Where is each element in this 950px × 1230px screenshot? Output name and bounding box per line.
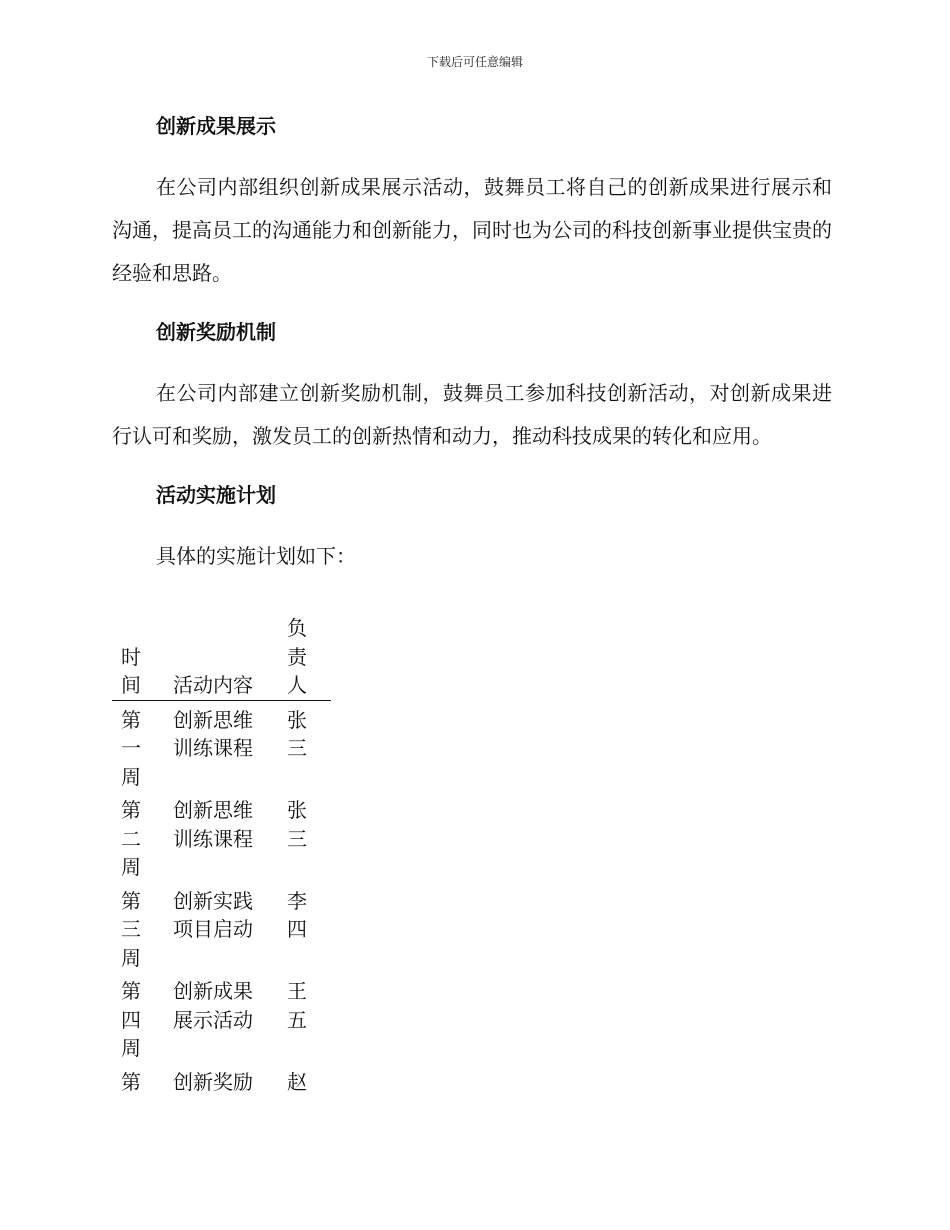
cell-time: 第二周 <box>121 798 141 879</box>
cell-owner: 赵 <box>287 1069 307 1094</box>
table-row <box>112 700 331 796</box>
implementation-plan-table <box>112 614 331 1101</box>
column-header-activity: 活动内容 <box>173 673 253 697</box>
section-paragraph-implementation-plan: 具体的实施计划如下： <box>156 544 356 568</box>
document-body <box>112 110 832 578</box>
table-row <box>112 1068 331 1102</box>
cell-time: 第 <box>121 1069 141 1094</box>
section-heading-innovation-showcase: 创新成果展示 <box>156 114 276 138</box>
column-header-time: 时间 <box>121 644 141 697</box>
table-header-row <box>112 614 331 700</box>
cell-owner: 张三 <box>287 707 307 760</box>
section-heading-implementation-plan: 活动实施计划 <box>156 483 276 507</box>
cell-owner: 李四 <box>287 888 307 941</box>
section-paragraph-innovation-reward: 在公司内部建立创新奖励机制，鼓舞员工参加科技创新活动，对创新成果进行认可和奖励，激发员工的创新热情和动力，推动科技成果的转化和应用。 <box>112 381 832 448</box>
section-paragraph-innovation-showcase: 在公司内部组织创新成果展示活动，鼓舞员工将自己的创新成果进行展示和沟通，提高员工的沟通能力和创新能力，同时也为公司的科技创新事业提供宝贵的经验和思路。 <box>112 175 832 285</box>
cell-owner: 王五 <box>287 979 307 1032</box>
cell-time: 第三周 <box>121 888 141 970</box>
section-heading-innovation-reward: 创新奖励机制 <box>156 320 276 344</box>
table-row <box>112 796 331 887</box>
cell-activity: 创新思维训练课程 <box>173 707 253 760</box>
cell-activity: 创新思维训练课程 <box>173 798 253 851</box>
cell-activity: 创新成果展示活动 <box>173 979 253 1032</box>
cell-activity: 创新奖励 <box>173 1069 253 1094</box>
column-header-owner: 负责人 <box>287 616 307 697</box>
page-header-note: 下载后可任意编辑 <box>426 55 523 69</box>
cell-owner: 张三 <box>287 798 307 851</box>
table-row <box>112 887 331 978</box>
table-row <box>112 977 331 1068</box>
cell-activity: 创新实践项目启动 <box>173 888 253 941</box>
cell-time: 第一周 <box>121 707 141 789</box>
cell-time: 第四周 <box>121 979 141 1060</box>
